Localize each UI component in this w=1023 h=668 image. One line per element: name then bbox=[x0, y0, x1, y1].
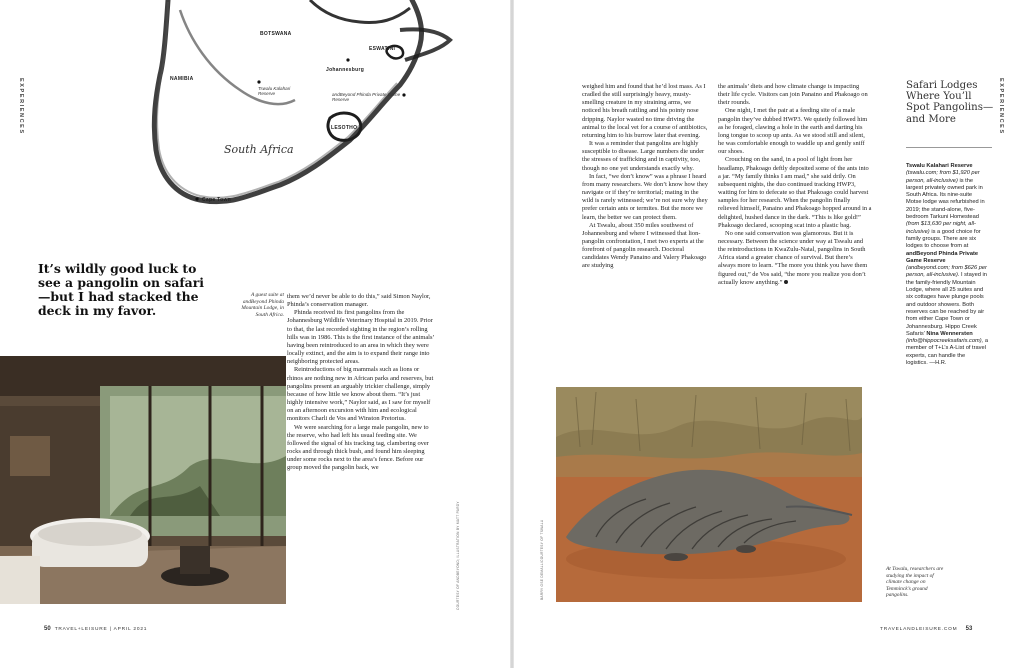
section-tab-right: EXPERIENCES bbox=[998, 78, 1004, 135]
lodge-name: andBeyond Phinda Private Game Reserve bbox=[906, 250, 979, 264]
paragraph: In fact, “we don’t know” was a phrase I heard from many researchers. We don’t know how they navigate or if they’re territorial; mating in the wild is rarely witnessed; we’re not sure why they prefer certain ants or termites. But the more we learn, the better we can protect them. bbox=[582, 172, 708, 221]
johannesburg-dot bbox=[346, 58, 349, 61]
paragraph: the animals’ diets and how climate change is impacting their life cycle. Visitors can join Panaino and Phakoago on their rounds. bbox=[718, 83, 868, 107]
map-country-script: South Africa bbox=[224, 143, 294, 156]
photo-credit-right: BARRY GSE DEMALL/COURTESY OF TSWALU bbox=[540, 519, 544, 600]
lodge-name: Tswalu Kalahari Reserve bbox=[906, 163, 973, 169]
tswalu-dot bbox=[257, 80, 260, 83]
guest-suite-image bbox=[0, 356, 286, 604]
page-number-right: 53 bbox=[965, 626, 973, 632]
cape-town-dot bbox=[195, 197, 198, 200]
caption-pangolin: At Tswalu, researchers are studying the impact of climate change on Temminck’s ground pangolins. bbox=[886, 566, 944, 599]
map-label-phinda: andBeyond Phinda Private Game Reserve bbox=[332, 92, 401, 103]
map-label-tswalu: Tswalu Kalahari Reserve bbox=[258, 86, 291, 97]
map-label-eswatini: ESWATINI bbox=[369, 46, 396, 52]
expert-name: Nina Wennersten bbox=[926, 330, 973, 337]
paragraph: weighed him and found that he’d lost mass. As I cradled the still surprisingly heavy, musty-smelling creature in my straining arms, we noticed his breath rattling and his pointy nose dripping. Naylor wasted no time driving the animal to the local vet for a course of antibiotics, returning him to his burrow later that evening. bbox=[582, 83, 708, 139]
page-number-left: 50 bbox=[44, 626, 51, 632]
lodge-text: I stayed in the family-friendly Mountain Lodge, where all 25 suites and six cottages have plunge pools and outdoor showers. Both reserves can be reached by air from either Cape Town or Johannesburg. Hippo Creek Safaris’ bbox=[906, 272, 987, 337]
photo-pangolin bbox=[556, 387, 862, 602]
lodge-text: is a good choice for family groups. There are six lodges to choose from at bbox=[906, 228, 981, 250]
folio-left bbox=[44, 626, 147, 632]
south-africa-map bbox=[120, 0, 460, 218]
paragraph: We were searching for a large male pangolin, new to the reserve, who had left his usual feeding site. We followed the signal of his tracking tag, clambering over rocks and through thick bush, and found him sleeping under some rocks next to the area’s fence. Before our group moved the pangolin back, we bbox=[287, 423, 429, 472]
paragraph: At Tswalu, about 350 miles southwest of Johannesburg and where I witnessed that lion-pangolin confrontation, I met two experts at the forefront of pangolin research. Doctoral candidates Wendy Panaino and Valery Phakoago are studying bbox=[582, 221, 707, 270]
paragraph: It was a reminder that pangolins are highly susceptible to disease. Large numbers die under the stresses of trafficking and in captivity, too, though no one yet understands exactly why. bbox=[582, 140, 705, 172]
photo-guest-suite bbox=[0, 356, 286, 604]
article-column-1 bbox=[287, 293, 435, 472]
section-tab-left: EXPERIENCES bbox=[18, 78, 24, 135]
map-label-botswana: BOTSWANA bbox=[260, 31, 292, 37]
map-label-lesotho: LESOTHO bbox=[331, 125, 358, 131]
paragraph bbox=[718, 230, 872, 287]
lodge-detail: (andbeyond.com; from $626 per person, all-inclusive). bbox=[906, 265, 987, 279]
pangolin-image bbox=[556, 387, 862, 602]
sidebar-title: Safari Lodges Where You’ll Spot Pangolins—and More bbox=[906, 80, 994, 125]
sidebar-closing-text: a member of T+L’s A-List of travel experts, can handle the logistics. —H.R. bbox=[906, 338, 988, 367]
folio-right bbox=[880, 626, 976, 632]
closing-paragraph-text: No one said conservation was glamorous. But it is necessary. Between the science under way at Tswalu and the reintroductions in KwaZulu-Natal, pangolins in South Africa stand a greater chance of survival. But there’s always more to learn. “The more you think you have them figured out,” de Vos said, “the more you realize you don’t actually know anything.” bbox=[718, 229, 868, 286]
map-label-cape-town: Cape Town bbox=[202, 197, 231, 203]
paragraph: Reintroductions of big mammals such as lions or rhinos are nothing new in African parks and reserves, but pangolins present an arguably trickier challenge, simply because of how little we know about them. “It’s just highly intensive work,” Naylor said, as I saw for myself on an afternoon excursion with him and ecological monitors Charli de Vos and Winston Pretorius. bbox=[287, 366, 434, 423]
lodge-detail: (tswalu.com; from $1,920 per person, all-inclusive) bbox=[906, 170, 980, 184]
page-gutter bbox=[510, 0, 514, 668]
pull-quote: It’s wildly good luck to see a pangolin on safari—but I had stacked the deck in my favor. bbox=[38, 261, 204, 318]
article-column-3 bbox=[718, 83, 872, 287]
paragraph: Phinda received its first pangolins from the Johannesburg Wildlife Veterinary Hospital in 2019. Prior to that, the last recorded sighting in the region’s rolling hills was in 1986. This is the first instance of the animals’ having been reintroduced to an area in which they were locally extinct, and the aim is to expand their range into neighboring protected areas. bbox=[287, 309, 435, 366]
expert-contact: (info@hippocreeksafaris.com), bbox=[906, 338, 984, 345]
sidebar-body bbox=[906, 163, 988, 367]
border-stroke-east bbox=[400, 29, 450, 60]
border-stroke bbox=[310, 0, 410, 22]
paragraph: One night, I met the pair at a feeding site of a male pangolin they’ve dubbed HWP3. We quietly followed him as he foraged, clawing a hole in the earth and darting his long tongue to scoop up ants. As we stood still and silent, he was comfortable enough to waddle up and gently sniff our shoes. bbox=[718, 107, 868, 156]
article-column-2 bbox=[582, 83, 710, 271]
paragraph: Crouching on the sand, in a pool of light from her headlamp, Phakoago deftly deposited some of the ants into a jar. “My family thinks I am mad,” she said drily. On subsequent nights, the duo continued tracking HWP3, waiting for him to defecate so that Phakoago could harvest samples for her research. When the pangolin finally relieved himself, Panaino and Phakoago hopped around in a delighted, hushed dance in the dark. “This is like gold!” Phakoago declared, scooping scat into a plastic bag. bbox=[718, 156, 872, 229]
folio-text-right: TRAVELANDLEISURE.COM bbox=[880, 627, 958, 632]
map-label-johannesburg: Johannesburg bbox=[326, 67, 365, 73]
sidebar-divider bbox=[906, 147, 992, 148]
lodge-text: is the largest privately owned park in South Africa. Its nine-suite Motse lodge was refurbished in 2019; the stand-alone, five-bedroom Tarkuni Homestead bbox=[906, 177, 985, 221]
end-mark-icon bbox=[784, 280, 788, 284]
paragraph: them we’d never be able to do this,” said Simon Naylor, Phinda’s conservation manager. bbox=[287, 293, 431, 309]
map-label-namibia: NAMIBIA bbox=[170, 76, 194, 82]
photo-credit-left: COURTESY OF ANDBEYOND; ILLUSTRATION BY MATT PARDY bbox=[456, 501, 460, 610]
lodge-detail: (from $13,630 per night, all-inclusive) bbox=[906, 221, 976, 235]
caption-suite: A guest suite at andBeyond Phinda Mountain Lodge, in South Africa. bbox=[241, 292, 284, 318]
folio-text-left: TRAVEL+LEISURE | APRIL 2021 bbox=[54, 627, 148, 632]
